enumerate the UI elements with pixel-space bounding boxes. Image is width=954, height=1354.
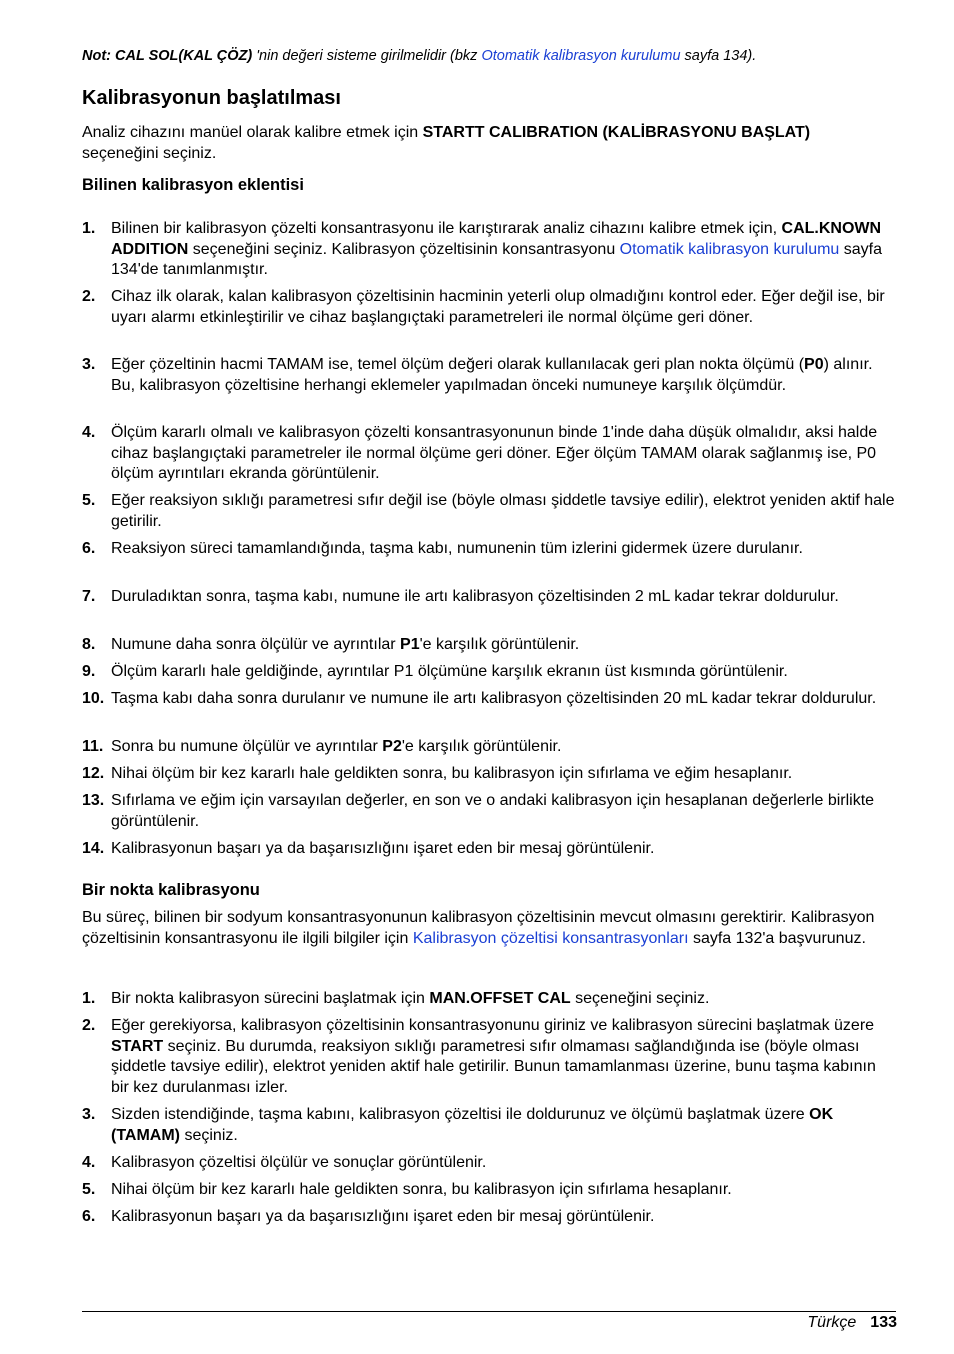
section-intro	[82, 122, 862, 164]
step-number: 4.	[82, 424, 96, 441]
step-text: Kalibrasyonun başarı ya da başarısızlığını işaret eden bir mesaj görüntülenir.	[111, 840, 655, 857]
step-text: Sıfırlama ve eğim için varsayılan değerler, en son ve o andaki kalibrasyon için hesaplanan değerlerle birlikte görüntülenir.	[111, 792, 875, 830]
step-text: Kalibrasyon çözeltisi ölçülür ve sonuçlar görüntülenir.	[111, 1154, 487, 1171]
step-text: Nihai ölçüm bir kez kararlı hale geldikten sonra, bu kalibrasyon için sıfırlama ve eğim hesaplanır.	[111, 765, 793, 782]
step-text: Numune daha sonra ölçülür ve ayrıntılar P1'e karşılık görüntülenir.	[111, 636, 580, 653]
section-title: Kalibrasyonun başlatılması	[82, 87, 341, 109]
step-text: Nihai ölçüm bir kez kararlı hale geldikten sonra, bu kalibrasyon için sıfırlama hesaplanır.	[111, 1181, 732, 1198]
step-text: Sizden istendiğinde, taşma kabını, kalibrasyon çözeltisi ile doldurunuz ve ölçümü başlatmak üzere OK (TAMAM) seçiniz.	[111, 1106, 834, 1144]
step-number: 3.	[82, 356, 96, 373]
step-number: 5.	[82, 1181, 96, 1198]
step-number: 10.	[82, 690, 105, 707]
step-number: 14.	[82, 840, 105, 857]
step-text: Bilinen bir kalibrasyon çözelti konsantrasyonu ile karıştırarak analiz cihazını kalibre etmek için, CAL.KNOWN ADDITION seçeneğini seçiniz. Kalibrasyon çözeltisinin konsantrasyonu Otomatik kalibrasyon kurulumu sayfa 134'de tanımlanmıştır.	[111, 220, 882, 278]
step-number: 1.	[82, 220, 96, 237]
note-link[interactable]: Otomatik kalibrasyon kurulumu	[481, 48, 681, 64]
note-text-after: sayfa 134).	[680, 48, 757, 64]
one-point-title: Bir nokta kalibrasyonu	[82, 881, 260, 899]
step-number: 2.	[82, 1017, 96, 1034]
step-number: 11.	[82, 738, 104, 755]
one-point-intro	[82, 907, 882, 949]
step-text: Ölçüm kararlı olmalı ve kalibrasyon çözelti konsantrasyonunun binde 1'inde daha düşük olmalıdır, aksi halde cihaz başlangıçtaki parametreler ile normal ölçüme geri döner. Eğer ölçüm TAMAM olarak sağlanmış ise, P0 ölçüm ayrıntıları ekranda görüntülenir.	[111, 424, 878, 482]
step-number: 6.	[82, 1208, 96, 1225]
intro-text: Bu süreç, bilinen bir sodyum konsantrasyonunun kalibrasyon çözeltisinin mevcut olmasını gerektirir. Kalibrasyon çözeltisinin konsantrasyonu ile ilgili bilgiler için	[82, 909, 875, 947]
step-text: Eğer reaksiyon sıklığı parametresi sıfır değil ise (böyle olması şiddetle tavsiye edilir), elektrot yeniden aktif hale getirilir.	[111, 492, 895, 530]
footer-language: Türkçe	[807, 1314, 857, 1331]
intro-text-after: seçeneğini seçiniz.	[82, 145, 217, 162]
intro-link[interactable]: Kalibrasyon çözeltisi konsantrasyonları	[412, 930, 689, 947]
step-text: Taşma kabı daha sonra durulanır ve numune ile artı kalibrasyon çözeltisinden 20 mL kadar tekrar doldurulur.	[111, 690, 877, 707]
step-number: 3.	[82, 1106, 96, 1123]
intro-bold: STARTT CALIBRATION (KALİBRASYONU BAŞLAT)	[422, 124, 811, 141]
step-number: 2.	[82, 288, 96, 305]
note	[82, 47, 756, 65]
step-text: Bir nokta kalibrasyon sürecini başlatmak için MAN.OFFSET CAL seçeneğini seçiniz.	[111, 990, 710, 1007]
step-number: 5.	[82, 492, 96, 509]
step-text: Sonra bu numune ölçülür ve ayrıntılar P2'e karşılık görüntülenir.	[111, 738, 562, 755]
step-number: 6.	[82, 540, 96, 557]
step-link[interactable]: Otomatik kalibrasyon kurulumu	[619, 240, 840, 258]
step-number: 4.	[82, 1154, 96, 1171]
note-label: Not: CAL SOL(KAL ÇÖZ)	[82, 48, 253, 64]
page-footer	[807, 1314, 897, 1332]
step-number: 1.	[82, 990, 96, 1007]
step-text: Reaksiyon süreci tamamlandığında, taşma kabı, numunenin tüm izlerini gidermek üzere durulanır.	[111, 540, 803, 557]
footer-divider	[82, 1311, 896, 1312]
step-text: Duruladıktan sonra, taşma kabı, numune ile artı kalibrasyon çözeltisinden 2 mL kadar tekrar doldurulur.	[111, 588, 839, 605]
known-addition-title: Bilinen kalibrasyon eklentisi	[82, 176, 304, 194]
step-text: Eğer çözeltinin hacmi TAMAM ise, temel ölçüm değeri olarak kullanılacak geri plan nokta ölçümü (P0) alınır. Bu, kalibrasyon çözeltisine herhangi eklemeler yapılmadan önceki numuneye karşılık ölçümdür.	[111, 356, 873, 394]
note-text: 'nin değeri sisteme girilmelidir (bkz	[252, 48, 482, 64]
step-text: Cihaz ilk olarak, kalan kalibrasyon çözeltisinin hacminin yeterli olup olmadığını kontrol eder. Eğer değil ise, bir uyarı alarmı etkinleştirilir ve cihaz başlangıçtaki parametreleri ile normal ölçüme geri döner.	[111, 288, 885, 326]
step-number: 7.	[82, 588, 96, 605]
step-number: 9.	[82, 663, 96, 680]
step-number: 13.	[82, 792, 105, 809]
step-number: 8.	[82, 636, 96, 653]
page-number: 133	[870, 1314, 897, 1331]
intro-text: Analiz cihazını manüel olarak kalibre etmek için	[82, 124, 423, 141]
step-text: Eğer gerekiyorsa, kalibrasyon çözeltisinin konsantrasyonunu giriniz ve kalibrasyon sürecini başlatmak üzere START seçiniz. Bu durumda, reaksiyon sıklığı parametresi sıfır olmaması sağlandığında ise (böyle olması şiddetle tavsiye edilir), elektrot yeniden aktif hale getirilir. Bunun tamamlanması üzerine, bunu taşma kabının bir kez durulanması izler.	[111, 1017, 876, 1096]
intro-text-after: sayfa 132'a başvurunuz.	[688, 930, 866, 947]
step-text: Ölçüm kararlı hale geldiğinde, ayrıntılar P1 ölçümüne karşılık ekranın üst kısmında görüntülenir.	[111, 663, 788, 680]
step-text: Kalibrasyonun başarı ya da başarısızlığını işaret eden bir mesaj görüntülenir.	[111, 1208, 655, 1225]
step-number: 12.	[82, 765, 105, 782]
